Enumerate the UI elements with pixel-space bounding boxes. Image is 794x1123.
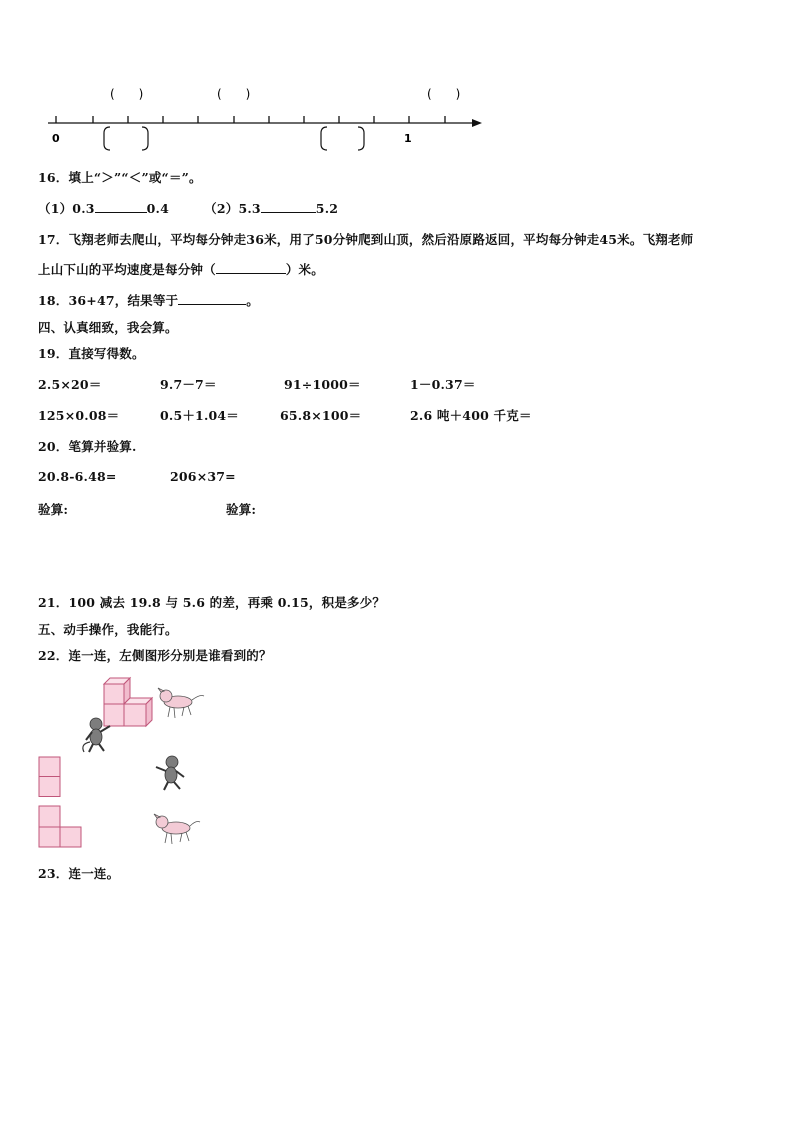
monkey-icon bbox=[150, 753, 190, 793]
q16-p1-prefix: （1）0.3 bbox=[38, 201, 95, 216]
view-shape-l-svg bbox=[38, 805, 84, 849]
q19-r2c2: 0.5＋1.04＝ bbox=[160, 408, 239, 423]
view-shape-vertical[interactable] bbox=[38, 756, 62, 798]
bottom-bracket-1[interactable] bbox=[104, 127, 148, 150]
q22-text: 22．连一连，左侧图形分别是谁看到的？ bbox=[38, 648, 272, 663]
q22-scene bbox=[78, 672, 218, 762]
view-shape-vertical-svg bbox=[38, 756, 62, 798]
q19-r1c1: 2.5×20＝ bbox=[38, 377, 102, 392]
number-line-svg bbox=[40, 80, 490, 155]
top-paren-1[interactable]: ( ) bbox=[110, 87, 144, 101]
q16-p1-suffix: 0.4 bbox=[146, 201, 170, 216]
view-shape-l[interactable] bbox=[38, 805, 84, 849]
q17-line2 bbox=[38, 260, 324, 278]
q19-r2c1: 125×0.08＝ bbox=[38, 408, 120, 423]
q20-title: 20．笔算并验算. bbox=[38, 439, 137, 454]
dog-icon bbox=[158, 688, 204, 718]
q20-check1: 验算: bbox=[38, 502, 69, 517]
dog-option[interactable] bbox=[150, 810, 202, 850]
q20-expr1: 20.8-6.48= bbox=[38, 469, 117, 484]
q17-line2-suffix: ）米。 bbox=[285, 262, 324, 277]
q17-line1: 17．飞翔老师去爬山，平均每分钟走36米，用了50分钟爬到山顶，然后沿原路返回，平均每分钟走45米。飞翔老师 bbox=[38, 232, 694, 247]
q19-r1c3: 91÷1000＝ bbox=[284, 377, 361, 392]
q18-line bbox=[38, 291, 259, 309]
q18-prefix: 18．36+47，结果等于 bbox=[38, 293, 179, 308]
q16-p2-blank[interactable] bbox=[261, 199, 316, 213]
q16-p1-blank[interactable] bbox=[95, 199, 147, 213]
label-zero: 0 bbox=[52, 132, 60, 145]
top-paren-2[interactable]: ( ) bbox=[217, 87, 251, 101]
q16-title: 16．填上“＞”“＜”或“＝”。 bbox=[38, 170, 202, 185]
monkey-option[interactable] bbox=[150, 753, 190, 793]
q19-title: 19．直接写得数。 bbox=[38, 346, 145, 361]
section4-heading: 四、认真细致，我会算。 bbox=[38, 320, 178, 335]
q21-text: 21．100 减去 19.8 与 5.6 的差，再乘 0.15，积是多少？ bbox=[38, 595, 386, 610]
q19-r1c2: 9.7－7＝ bbox=[160, 377, 217, 392]
q19-r1c4: 1－0.37＝ bbox=[410, 377, 476, 392]
q17-blank[interactable] bbox=[216, 260, 286, 274]
cube-stack-icon bbox=[104, 678, 152, 726]
q17-line2-prefix: 上山下山的平均速度是每分钟（ bbox=[38, 262, 216, 277]
q23-text: 23．连一连。 bbox=[38, 866, 120, 881]
top-paren-3[interactable]: ( ) bbox=[427, 87, 461, 101]
label-one: 1 bbox=[404, 132, 412, 145]
q19-r2c4: 2.6 吨＋400 千克＝ bbox=[410, 408, 532, 423]
q18-blank[interactable] bbox=[178, 291, 246, 305]
axis-arrow bbox=[472, 119, 482, 127]
q16-p2-suffix: 5.2 bbox=[315, 201, 339, 216]
q20-check2: 验算: bbox=[226, 502, 257, 517]
q16-p2-prefix: （2）5.3 bbox=[204, 201, 261, 216]
section5-heading: 五、动手操作，我能行。 bbox=[38, 622, 178, 637]
q19-r2c3: 65.8×100＝ bbox=[280, 408, 362, 423]
axis-ticks bbox=[56, 116, 445, 123]
q18-suffix: 。 bbox=[246, 293, 259, 308]
q16-parts bbox=[38, 199, 338, 217]
number-line bbox=[40, 80, 490, 155]
dog-icon bbox=[150, 810, 202, 850]
q20-expr2: 206×37= bbox=[170, 469, 236, 484]
bottom-bracket-2[interactable] bbox=[321, 127, 364, 150]
q22-scene-svg bbox=[78, 672, 218, 762]
